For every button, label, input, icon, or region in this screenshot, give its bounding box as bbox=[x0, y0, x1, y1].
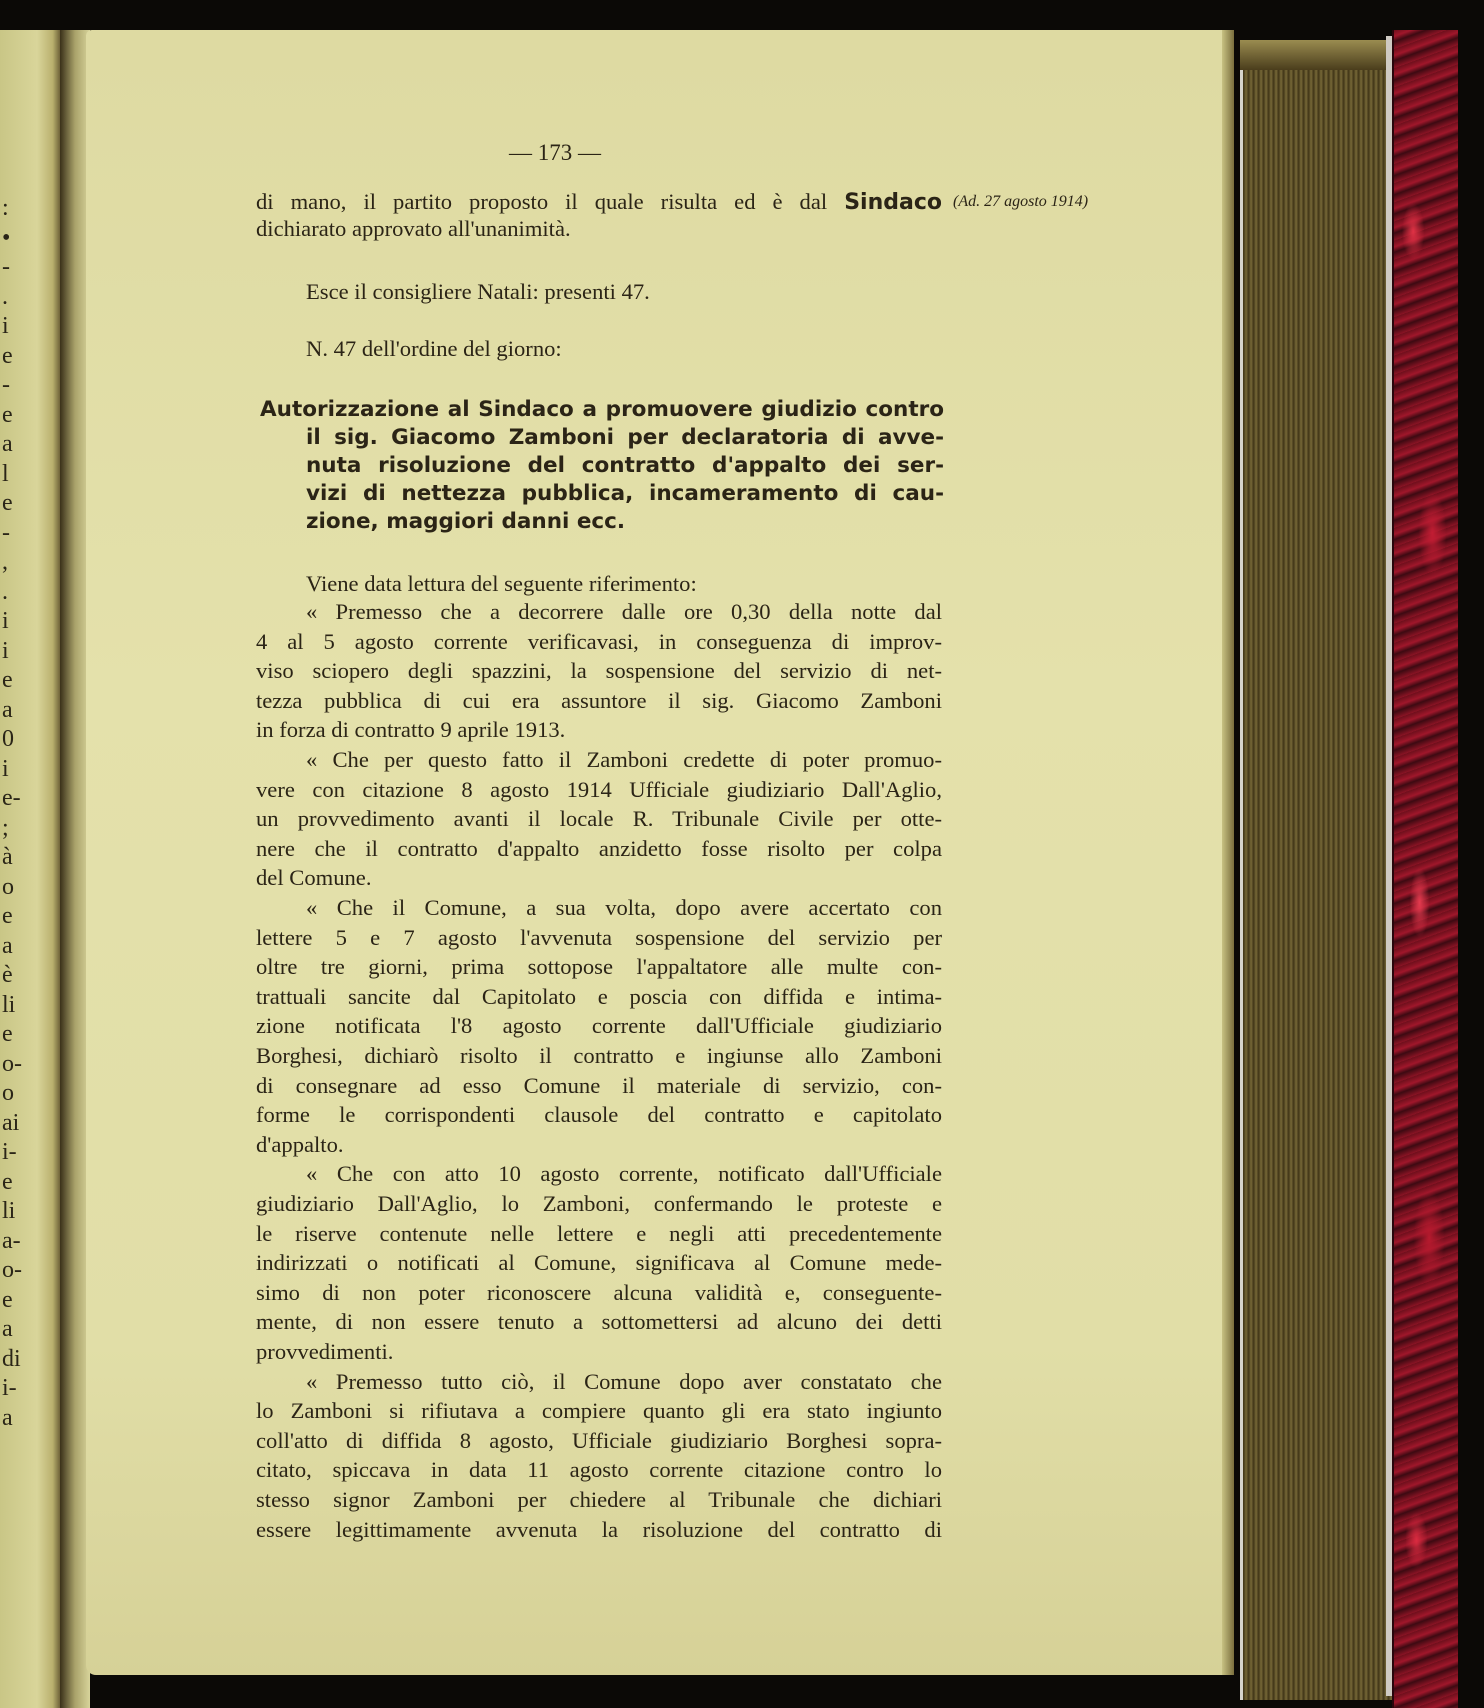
paragraph-line: citato, spiccava in data 11 agosto corrente citazione contro lo bbox=[256, 1457, 942, 1483]
paragraph-line: coll'atto di diffida 8 agosto, Ufficiale giudiziario Borghesi sopra- bbox=[256, 1427, 942, 1453]
left-page-fragment: o bbox=[2, 1080, 14, 1106]
intro-line-1-text: di mano, il partito proposto il quale risulta ed è dal bbox=[256, 189, 828, 214]
reading-line: Viene data lettura del seguente riferimento: bbox=[306, 571, 697, 596]
left-page-fragment: ; bbox=[2, 814, 9, 841]
paragraph-line: mente, di non essere tenuto a sottomettersi ad alcuno dei detti bbox=[256, 1309, 942, 1335]
left-page-fragment: - bbox=[2, 519, 10, 546]
paragraph-line: « Che con atto 10 agosto corrente, notificato dall'Ufficiale bbox=[306, 1161, 942, 1187]
paragraph-line: viso sciopero degli spazzini, la sospensione del servizio di net- bbox=[256, 658, 942, 684]
left-page-fragment: e bbox=[2, 342, 13, 369]
left-page-fragment: i bbox=[2, 608, 9, 634]
left-page-fragment: e bbox=[2, 1021, 13, 1047]
left-page-fragment: . bbox=[2, 578, 8, 605]
left-page-fragment: a bbox=[2, 431, 13, 457]
paragraph-line: tezza pubblica di cui era assuntore il sig. Giacomo Zamboni bbox=[256, 687, 942, 713]
order-line: N. 47 dell'ordine del giorno: bbox=[306, 336, 562, 361]
paragraph-line: stesso signor Zamboni per chiedere al Tribunale che dichiari bbox=[256, 1487, 942, 1512]
left-page-fragment: è bbox=[2, 962, 13, 988]
left-page-fragment: e bbox=[2, 490, 13, 516]
left-page-fragment: - bbox=[2, 254, 10, 280]
left-page-fragment: • bbox=[2, 224, 11, 251]
left-page-fragment: a bbox=[2, 1404, 13, 1431]
paragraph-line: provvedimenti. bbox=[256, 1339, 394, 1364]
paragraph-line: « Premesso tutto ciò, il Comune dopo aver constatato che bbox=[306, 1368, 942, 1394]
left-page-fragment: li bbox=[2, 991, 16, 1018]
left-page-fragment: . bbox=[2, 283, 8, 310]
left-page-fragment: , bbox=[2, 549, 8, 575]
paragraph-line: « Premesso che a decorrere dalle ore 0,30 della notte dal bbox=[306, 599, 942, 624]
paragraph-line: oltre tre giorni, prima sottopose l'appaltatore alle multe con- bbox=[256, 954, 942, 980]
left-page-edge bbox=[0, 30, 62, 1708]
heading-line: Autorizzazione al Sindaco a promuovere giudizio contro bbox=[260, 397, 944, 422]
intro-sindaco-word: Sindaco bbox=[844, 190, 942, 215]
left-page-fragment: o- bbox=[2, 1257, 22, 1283]
left-page-fragment: 0 bbox=[2, 726, 14, 752]
left-page-fragment: l bbox=[2, 460, 9, 487]
left-page-fragment: e bbox=[2, 1168, 13, 1195]
left-page-fragment: i- bbox=[2, 1139, 17, 1165]
left-page-fragment: li bbox=[2, 1198, 16, 1224]
left-page-fragment: di bbox=[2, 1345, 21, 1372]
intro-line-1 bbox=[256, 188, 942, 216]
paragraph-line: giudiziario Dall'Aglio, lo Zamboni, confermando le proteste e bbox=[256, 1191, 942, 1216]
book-fore-edge bbox=[1240, 40, 1393, 1700]
left-page-fragment: i bbox=[2, 755, 9, 782]
heading-line: vizi di nettezza pubblica, incameramento di cau- bbox=[306, 481, 944, 506]
book-fore-edge-top bbox=[1240, 40, 1390, 70]
heading-line: nuta risoluzione del contratto d'appalto dei ser- bbox=[306, 453, 944, 478]
paragraph-line: indirizzati o notificati al Comune, significava al Comune mede- bbox=[256, 1250, 942, 1276]
page-number: — 173 — bbox=[509, 140, 601, 165]
left-page-fragment: i bbox=[2, 637, 9, 664]
left-page-fragment: o- bbox=[2, 1050, 22, 1077]
paragraph-line: d'appalto. bbox=[256, 1131, 344, 1157]
paragraph-line: « Che per questo fatto il Zamboni credette di poter promuo- bbox=[306, 747, 942, 772]
paragraph-line: del Comune. bbox=[256, 865, 372, 891]
left-page-fragment: a bbox=[2, 696, 13, 723]
paragraph-line: di consegnare ad esso Comune il materiale di servizio, con- bbox=[256, 1072, 942, 1098]
paragraph-line: zione notificata l'8 agosto corrente dall'Ufficiale giudiziario bbox=[256, 1013, 942, 1039]
left-page-fragment: - bbox=[2, 372, 10, 398]
heading-line: il sig. Giacomo Zamboni per declaratoria di avve- bbox=[306, 425, 944, 450]
left-page-fragment: e bbox=[2, 401, 13, 428]
paragraph-line: le riserve contenute nelle lettere e negli atti precedentemente bbox=[256, 1220, 942, 1246]
paragraph-line: « Che il Comune, a sua volta, dopo avere accertato con bbox=[306, 895, 942, 920]
intro-line-2: dichiarato approvato all'unanimità. bbox=[256, 216, 571, 241]
marbled-cover bbox=[1394, 30, 1458, 1708]
left-page-fragment: o bbox=[2, 873, 14, 900]
left-page-fragment: i bbox=[2, 313, 9, 339]
left-page-fragment: e bbox=[2, 903, 13, 929]
paragraph-line: lo Zamboni si rifiutava a compiere quanto gli era stato ingiunto bbox=[256, 1398, 942, 1424]
exit-line: Esce il consigliere Natali: presenti 47. bbox=[306, 279, 650, 304]
paragraph-line: forme le corrispondenti clausole del contratto e capitolato bbox=[256, 1102, 942, 1128]
paragraph-line: lettere 5 e 7 agosto l'avvenuta sospensione del servizio per bbox=[256, 924, 942, 950]
left-page-fragment: : bbox=[2, 195, 9, 221]
left-page-fragment: à bbox=[2, 844, 13, 870]
paragraph-line: trattuali sancite dal Capitolato e poscia con diffida e intima- bbox=[256, 983, 942, 1009]
page-edge-shadow bbox=[1222, 30, 1234, 1675]
left-page-fragment: a bbox=[2, 932, 13, 959]
left-page-fragment: e bbox=[2, 1286, 13, 1313]
paragraph-line: nere che il contratto d'appalto anzidetto fosse risolto per colpa bbox=[256, 835, 942, 861]
paragraph-line: vere con citazione 8 agosto 1914 Ufficiale giudiziario Dall'Aglio, bbox=[256, 776, 942, 802]
left-page-fragment: e bbox=[2, 667, 13, 693]
paragraph-line: simo di non poter riconoscere alcuna validità e, conseguente- bbox=[256, 1279, 942, 1305]
heading-line: zione, maggiori danni ecc. bbox=[306, 509, 626, 534]
paragraph-line: in forza di contratto 9 aprile 1913. bbox=[256, 717, 566, 743]
left-page-fragment: a bbox=[2, 1316, 13, 1342]
left-page-fragment: i- bbox=[2, 1375, 17, 1401]
paragraph-line: 4 al 5 agosto corrente verificavasi, in conseguenza di improv- bbox=[256, 628, 942, 654]
paragraph-line: un provvedimento avanti il locale R. Tribunale Civile per otte- bbox=[256, 806, 942, 832]
left-page-fragment: a- bbox=[2, 1227, 21, 1254]
paragraph-line: essere legittimamente avvenuta la risoluzione del contratto di bbox=[256, 1516, 942, 1542]
paragraph-line: Borghesi, dichiarò risolto il contratto e ingiunse allo Zamboni bbox=[256, 1043, 942, 1068]
margin-note: (Ad. 27 agosto 1914) bbox=[953, 193, 1089, 210]
left-page-fragment: ai bbox=[2, 1109, 20, 1136]
left-page-fragment: e- bbox=[2, 785, 21, 811]
